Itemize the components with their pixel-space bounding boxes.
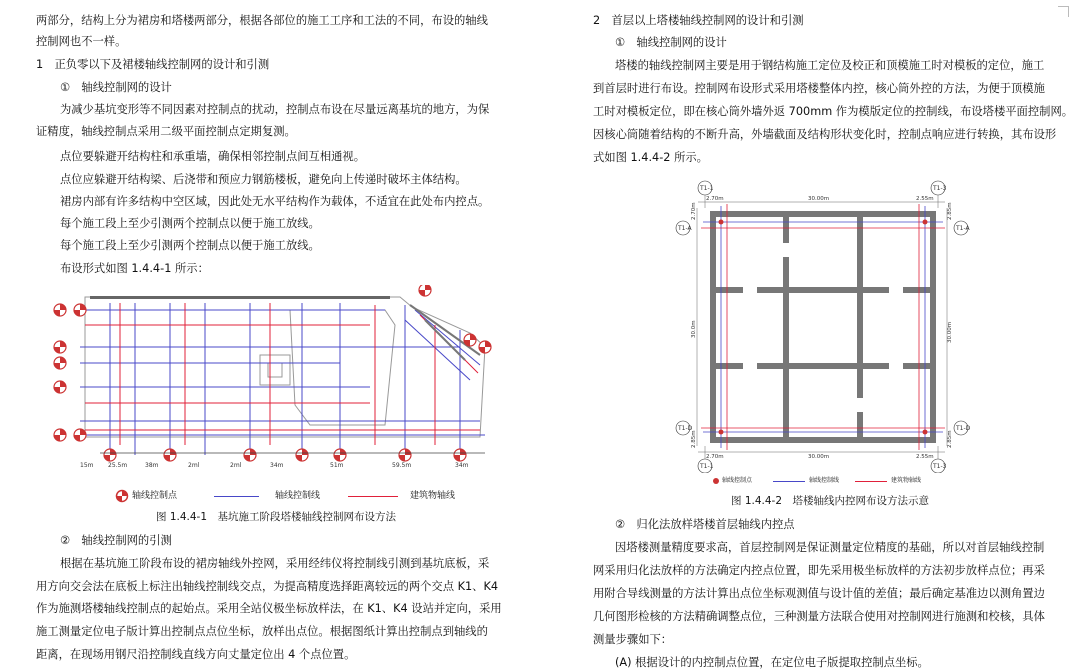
paragraph-line: 为减少基坑变形等不同因素对控制点的扰动，控制点布设在尽量远离基坑的地方，为保 [60, 103, 490, 116]
section-heading: 1 正负零以下及裙楼轴线控制网的设计和引测 [36, 58, 270, 71]
control-point-marker [104, 449, 116, 461]
dim-left: 2.70m [691, 202, 697, 220]
dim-right: 2.85m [947, 430, 953, 448]
figure-2-caption: 图 1.4.4-2 塔楼轴线内控网布设方法示意 [731, 495, 930, 507]
dimension-label: 25.5m [108, 462, 128, 469]
control-point-marker [54, 341, 66, 353]
control-point-marker [164, 449, 176, 461]
subsection-heading: ① 轴线控制网的设计 [615, 36, 727, 49]
dimension-text [691, 196, 953, 460]
control-point-marker [74, 304, 86, 316]
axis-label: T1-D [956, 425, 971, 432]
paragraph-line: 两部分，结构上分为裙房和塔楼两部分，根据各部位的施工工序和工法的不同，布设的轴线 [36, 14, 488, 27]
paragraph-line: 几何图形检核的方法精确调整点位，三种测量方法联合使用对控制网进行施测和校核，具体 [593, 610, 1045, 623]
legend-label: 轴线控制线 [275, 491, 321, 501]
legend-label: 轴线控制点 [722, 477, 753, 484]
dim-left: 30.0m [691, 320, 697, 338]
paragraph-line: 点位应躲避开结构梁、后浇带和预应力钢筋楼板，避免向上传递时破坏主体结构。 [60, 173, 467, 186]
control-point-legend-icon [115, 489, 129, 503]
building-axis-legend-swatch [348, 496, 398, 497]
control-point-marker [334, 449, 346, 461]
control-point-markers [719, 220, 928, 435]
control-line-legend-swatch [214, 496, 259, 497]
subsection-heading: ② 轴线控制网的引测 [60, 534, 172, 547]
dim-bottom: 2.70m [706, 454, 724, 460]
dimension-label: 38m [145, 462, 159, 469]
dim-bottom: 30.00m [808, 454, 830, 460]
axis-label: T1-A [956, 225, 970, 232]
control-point-marker [479, 341, 491, 353]
paragraph-line: 根据在基坑施工阶段布设的裙房轴线外控网，采用经纬仪将控制线引测到基坑底板，采 [60, 557, 490, 570]
axis-label: T1-1 [700, 185, 714, 192]
subsection-heading: ① 轴线控制网的设计 [60, 81, 172, 94]
paragraph-line: 控制网也不一样。 [36, 35, 127, 48]
control-point-marker [399, 449, 411, 461]
figure-1-caption: 图 1.4.4-1 基坑施工阶段塔楼轴线控制网布设方法 [156, 511, 397, 523]
building-axis-legend-swatch [855, 481, 887, 482]
paragraph-line: 因核心筒随着结构的不断升高，外墙截面及结构形状变化时，控制点响应进行转换，其布设形 [593, 128, 1057, 141]
paragraph-line: 距离，在现场用钢尺沿控制线直线方向丈量定位出 4 个点位置。 [36, 648, 356, 661]
dimension-label: 2ml [230, 462, 242, 469]
control-point-marker [296, 449, 308, 461]
axis-label: T1-D [678, 425, 693, 432]
dimension-label: 15m [80, 462, 94, 469]
axis-label: T1-3 [933, 185, 947, 192]
figure-2-legend [713, 476, 953, 486]
legend-label: 建筑物轴线 [410, 491, 456, 501]
control-point-marker [419, 285, 431, 296]
paragraph-line: 证精度，轴线控制点采用二级平面控制点定期复测。 [36, 125, 296, 138]
figure-1-site-plan [40, 285, 520, 505]
figure-1-legend [115, 489, 515, 503]
paragraph-line: 用附合导线测量的方法计算出点位坐标观测值与设计值的差值；最后确定基准边以测角置边 [593, 587, 1045, 600]
paragraph-line: 作为施测塔楼轴线控制点的起始点。采用全站仪极坐标放样法，在 K1、K4 设站并定向，采用 [36, 602, 502, 615]
control-lines [703, 206, 943, 448]
dimension-label: 59.5m [392, 462, 412, 469]
paragraph-line: 每个施工段上至少引测两个控制点以便于施工放线。 [60, 239, 320, 252]
paragraph-line: 用方向交会法在底板上标注出轴线控制线交点，为提高精度选择距离较远的两个交点 K1、K4 [36, 580, 499, 593]
axis-label: T1-A [678, 225, 692, 232]
axis-label: T1-1 [700, 463, 714, 470]
dim-top: 30.00m [808, 196, 830, 202]
control-line-legend-swatch [773, 481, 805, 482]
control-point-marker [54, 357, 66, 369]
site-wall-top [90, 296, 390, 299]
paragraph-line: 工时对模板定位，即在核心筒外墙外返 700mm 作为模版定位的控制线，布设塔楼平面控制网。 [593, 105, 1074, 118]
subsection-heading: ② 归化法放样塔楼首层轴线内控点 [615, 518, 795, 531]
paragraph-line: 网采用归化法放样的方法确定内控点位置，即先采用极坐标放样的方法初步放样点位；再采 [593, 564, 1045, 577]
paragraph-line: 施工测量定位电子版计算出控制点点位坐标，放样出点位。根据图纸计算出控制点到轴线的 [36, 625, 488, 638]
control-lines [80, 303, 485, 455]
page-corner-mark [1058, 6, 1069, 17]
core-walls [713, 214, 933, 440]
paragraph-line: 因塔楼测量精度要求高，首层控制网是保证测量定位精度的基础，所以对首层轴线控制 [615, 541, 1045, 554]
paragraph-line: 点位要躲避开结构柱和承重墙，确保相邻控制点间互相通视。 [60, 150, 366, 163]
figure-2-tower-plan [673, 178, 973, 473]
building-axes [701, 204, 945, 450]
axis-label: T1-3 [933, 463, 947, 470]
paragraph-line: 式如图 1.4.4-2 所示。 [593, 151, 708, 164]
dim-right: 2.85m [947, 202, 953, 220]
dimension-label: 34m [270, 462, 284, 469]
paragraph-line: 测量步骤如下： [593, 633, 673, 646]
paragraph-line: (A) 根据设计的内控制点位置，在定位电子版提取控制点坐标。 [615, 656, 929, 669]
dim-top: 2.70m [706, 196, 724, 202]
extension-lines [697, 195, 947, 459]
control-point-marker [54, 429, 66, 441]
dimension-label: 51m [330, 462, 344, 469]
section-heading: 2 首层以上塔楼轴线控制网的设计和引测 [593, 14, 804, 27]
control-point-marker [74, 429, 86, 441]
paragraph-line: 塔楼的轴线控制网主要是用于钢结构施工定位及校正和顶模施工时对模板的定位，施工 [615, 59, 1045, 72]
dimension-label: 34m [455, 462, 469, 469]
dim-bottom: 2.55m [916, 454, 934, 460]
dimension-labels [80, 462, 469, 469]
control-point-marker [454, 449, 466, 461]
wall-openings [743, 243, 903, 412]
legend-label: 建筑物轴线 [891, 477, 922, 484]
dimension-label: 2ml [188, 462, 200, 469]
dim-top: 2.55m [916, 196, 934, 202]
dim-left: 2.85m [691, 430, 697, 448]
paragraph-line: 布设形式如图 1.4.4-1 所示： [60, 262, 209, 275]
control-point-marker [54, 381, 66, 393]
paragraph-line: 到首层时进行布设。控制网布设形式采用塔楼整体内控，核心筒外控的方法，为便于顶模施 [593, 82, 1045, 95]
axis-circles [676, 181, 971, 473]
legend-label: 轴线控制线 [809, 477, 840, 484]
dim-right: 30.00m [947, 321, 953, 343]
legend-label: 轴线控制点 [132, 491, 178, 501]
control-point-marker [244, 449, 256, 461]
control-point-legend-icon [713, 478, 719, 484]
paragraph-line: 裙房内部有许多结构中空区域，因此处无水平结构作为载体，不适宜在此处布内控点。 [60, 195, 490, 208]
control-point-marker [54, 304, 66, 316]
paragraph-line: 每个施工段上至少引测两个控制点以便于施工放线。 [60, 217, 320, 230]
control-point-marker [464, 334, 476, 346]
